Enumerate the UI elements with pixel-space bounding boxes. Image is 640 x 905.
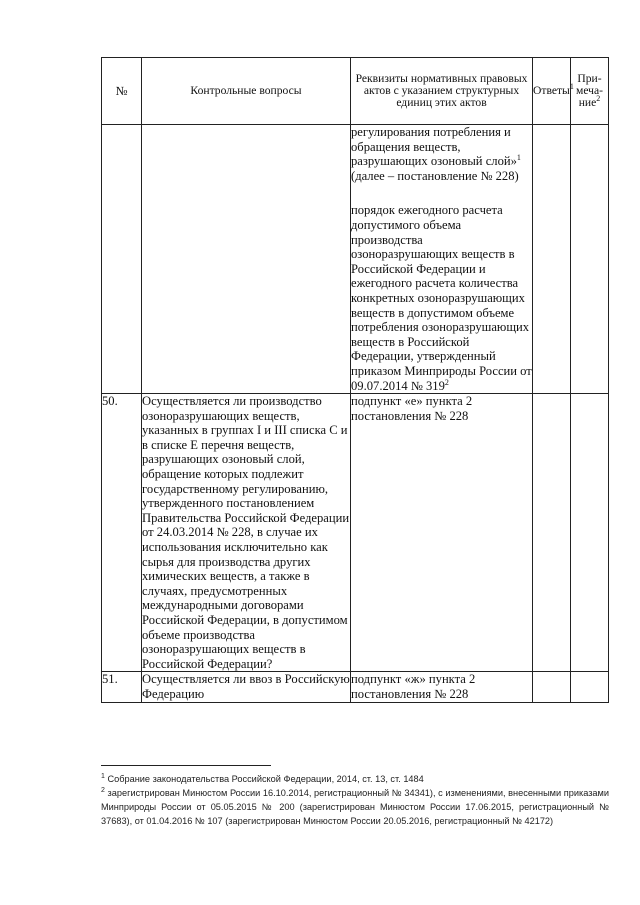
row-requisites <box>351 125 533 394</box>
header-number: № <box>102 58 142 125</box>
row-number: 50. <box>102 394 142 672</box>
row-requisites: подпункт «е» пункта 2 постановления № 228 <box>351 394 533 672</box>
requisites-paragraph: регулирования потребления и обращения веществ, разрушающих озоновый слой»$^1$ (далее – постановление № 228) <box>351 125 521 183</box>
footnote-separator <box>101 765 271 766</box>
row-requisites: подпункт «ж» пункта 2 постановления № 228 <box>351 672 533 702</box>
table-row <box>102 125 609 394</box>
row-note <box>571 125 609 394</box>
row-number <box>102 125 142 394</box>
row-question <box>142 125 351 394</box>
row-number: 51. <box>102 672 142 702</box>
table-row <box>102 394 609 672</box>
row-note <box>571 672 609 702</box>
requisites-paragraph: порядок ежегодного расчета допустимого объема производства озоноразрушающих веществ в Российской Федерации и ежегодного расчета количества конкретных озоноразрушающих веществ в допустимом объеме потребления озоноразрушающих веществ в Российской Федерации, утвержденный приказом Минприроды России от 09.07.2014 № $319^2$ <box>351 203 532 393</box>
header-answer: Ответы$^1$ <box>533 58 571 125</box>
row-answer <box>533 394 571 672</box>
table-row <box>102 672 609 702</box>
header-note: При-меча-ние$^2$ <box>571 58 609 125</box>
footnote: $^2$ зарегистрирован Минюстом России 16.10.2014, регистрационный № 34341), с изменениями, внесенными приказами Минприроды России от 05.05.2015 № 200 (зарегистрирован Минюстом России 17.06.2015, регистрационный № 37683), от 01.04.2016 № 107 (зарегистрирован Минюстом России 20.05.2016, регистрационный № 42172) <box>101 786 609 826</box>
header-questions: Контрольные вопросы <box>142 58 351 125</box>
footnote: $^1$ Собрание законодательства Российской Федерации, 2014, ст. 13, ст. 1484 <box>101 772 424 784</box>
header-requisites: Реквизиты нормативных правовых актов с указанием структурных единиц этих актов <box>351 58 533 125</box>
control-questions-table <box>101 57 609 703</box>
footnotes <box>101 772 609 828</box>
row-question: Осуществляется ли производство озоноразрушающих веществ, указанных в группах I и III списка С и в списке Е перечня веществ, разрушающих озоновый слой, обращение которых подлежит государственному регулированию, утвержденного постановлением Правительства Российской Федерации от 24.03.2014 № 228, в случае их использования исключительно как сырья для производства других химических веществ, а также в случаях, предусмотренных международными договорами Российской Федерации, в допустимом объеме производства озоноразрушающих веществ в Российской Федерации? <box>142 394 350 671</box>
row-question: Осуществляется ли ввоз в Российскую Федерацию <box>142 672 350 701</box>
row-answer <box>533 125 571 394</box>
table-header-row <box>102 58 609 125</box>
row-answer <box>533 672 571 702</box>
row-note <box>571 394 609 672</box>
